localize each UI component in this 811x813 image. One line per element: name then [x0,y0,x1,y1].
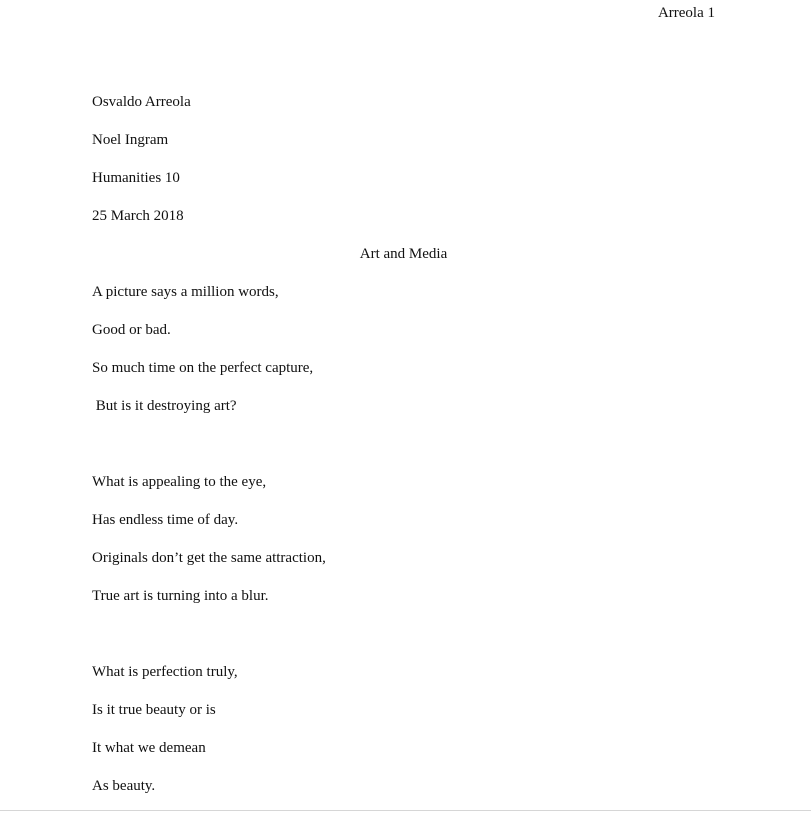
course-name: Humanities 10 [92,170,180,186]
running-head: Arreola 1 [657,5,715,21]
poem-line: Originals don’t get the same attraction, [92,550,326,566]
page-edge-divider [0,810,811,811]
instructor-name: Noel Ingram [92,132,169,148]
poem-line: Is it true beauty or is [92,702,216,718]
poem-line: It what we demean [92,740,206,756]
poem-line: What is appealing to the eye, [92,474,267,490]
poem-line: True art is turning into a blur. [92,588,269,604]
poem-line: Has endless time of day. [92,512,239,528]
document-date: 25 March 2018 [92,208,184,224]
poem-line: As beauty. [92,778,156,794]
poem-line: Good or bad. [92,322,171,338]
poem-line: But is it destroying art? [92,398,237,414]
student-name: Osvaldo Arreola [92,94,191,110]
document-title: Art and Media [359,246,448,262]
poem-line: What is perfection truly, [92,664,238,680]
poem-line: A picture says a million words, [92,284,279,300]
poem-line: So much time on the perfect capture, [92,360,314,376]
